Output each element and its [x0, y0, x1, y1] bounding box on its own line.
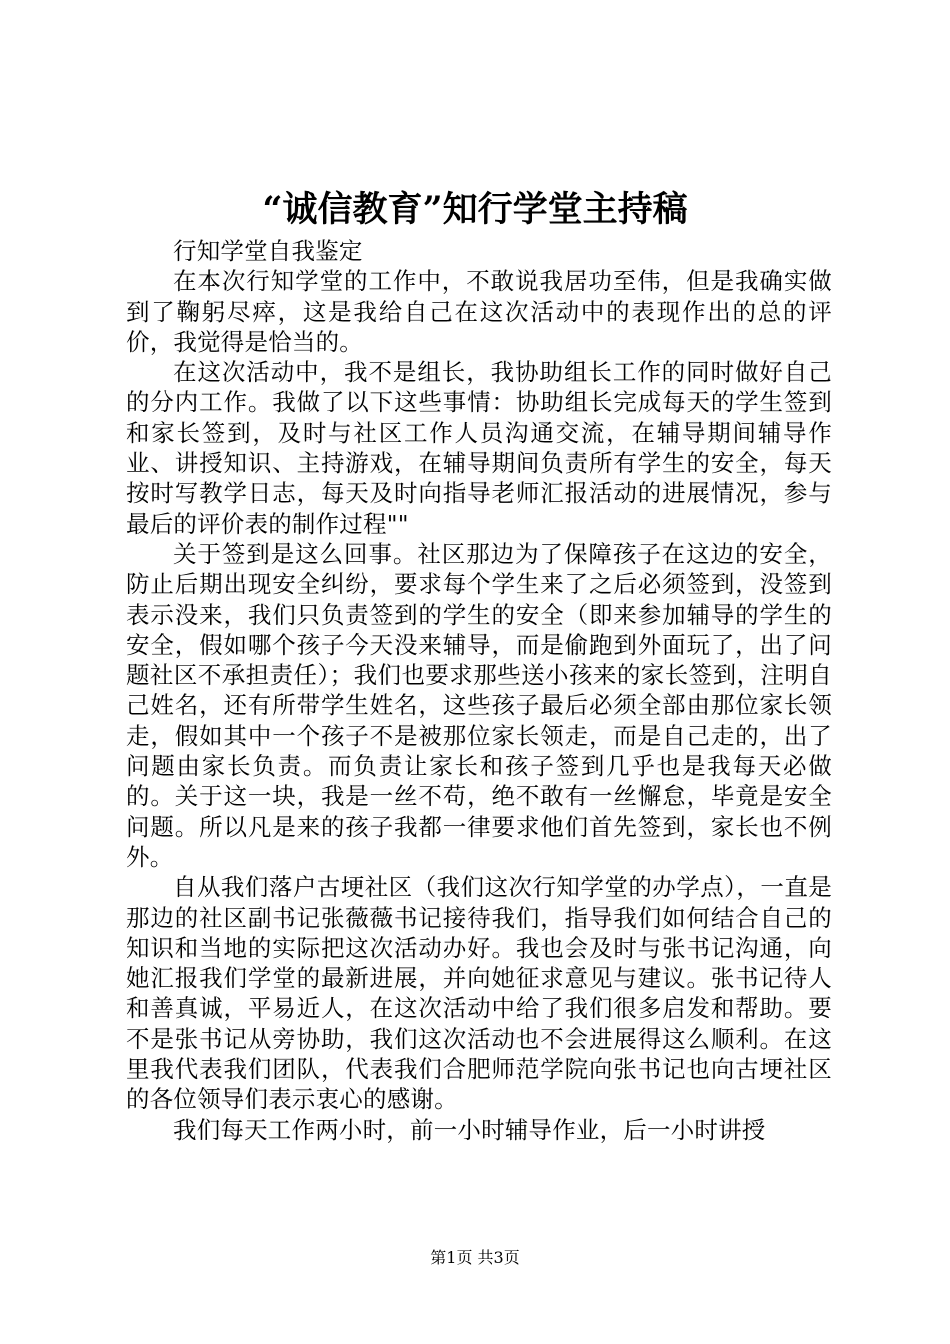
paragraph-heading: 行知学堂自我鉴定: [173, 237, 363, 265]
paragraph: 我们每天工作两小时，前一小时辅导作业，后一小时讲授: [173, 1115, 766, 1144]
paragraph: 在这次活动中，我不是组长，我协助组长工作的同时做好自己的分内工作。我做了以下这些事情：协助组长完成每天的学生签到和家长签到，及时与社区工作人员沟通交流，在辅导期间辅导作业、讲授知识、主持游戏，在辅导期间负责所有学生的安全，每天按时写教学日志，每天及时向指导老师汇报活动的进展情况，参与最后的评价表的制作过程"": [126, 358, 832, 538]
page-number-footer: 第1页 共3页: [430, 1248, 520, 1267]
paragraph: 关于签到是这么回事。社区那边为了保障孩子在这边的安全，防止后期出现安全纠纷，要求每个学生来了之后必须签到，没签到表示没来，我们只负责签到的学生的安全（即来参加辅导的学生的安全，假如哪个孩子今天没来辅导，而是偷跑到外面玩了，出了问题社区不承担责任）；我们也要求那些送小孩来的家长签到，注明自己姓名，还有所带学生姓名，这些孩子最后必须全部由那位家长领走，假如其中一个孩子不是被那位家长领走，而是自己走的，出了问题由家长负责。而负责让家长和孩子签到几乎也是我每天必做的。关于这一块，我是一丝不苟，绝不敢有一丝懈怠，毕竟是安全问题。所以凡是来的孩子我都一律要求他们首先签到，家长也不例外。: [126, 539, 832, 871]
paragraph: 自从我们落户古埂社区（我们这次行知学堂的办学点），一直是那边的社区副书记张薇薇书记接待我们，指导我们如何结合自己的知识和当地的实际把这次活动办好。我也会及时与张书记沟通，向她汇报我们学堂的最新进展，并向她征求意见与建议。张书记待人和善真诚，平易近人，在这次活动中给了我们很多启发和帮助。要不是张书记从旁协助，我们这次活动也不会进展得这么顺利。在这里我代表我们团队，代表我们合肥师范学院向张书记也向古埂社区的各位领导们表示衷心的感谢。: [126, 873, 832, 1114]
document-body: [126, 236, 832, 1145]
paragraph: 在本次行知学堂的工作中，不敢说我居功至伟，但是我确实做到了鞠躬尽瘁，这是我给自己在这次活动中的表现作出的总的评价，我觉得是恰当的。: [126, 267, 832, 356]
document-title: “诚信教育”知行学堂主持稿: [262, 189, 688, 230]
